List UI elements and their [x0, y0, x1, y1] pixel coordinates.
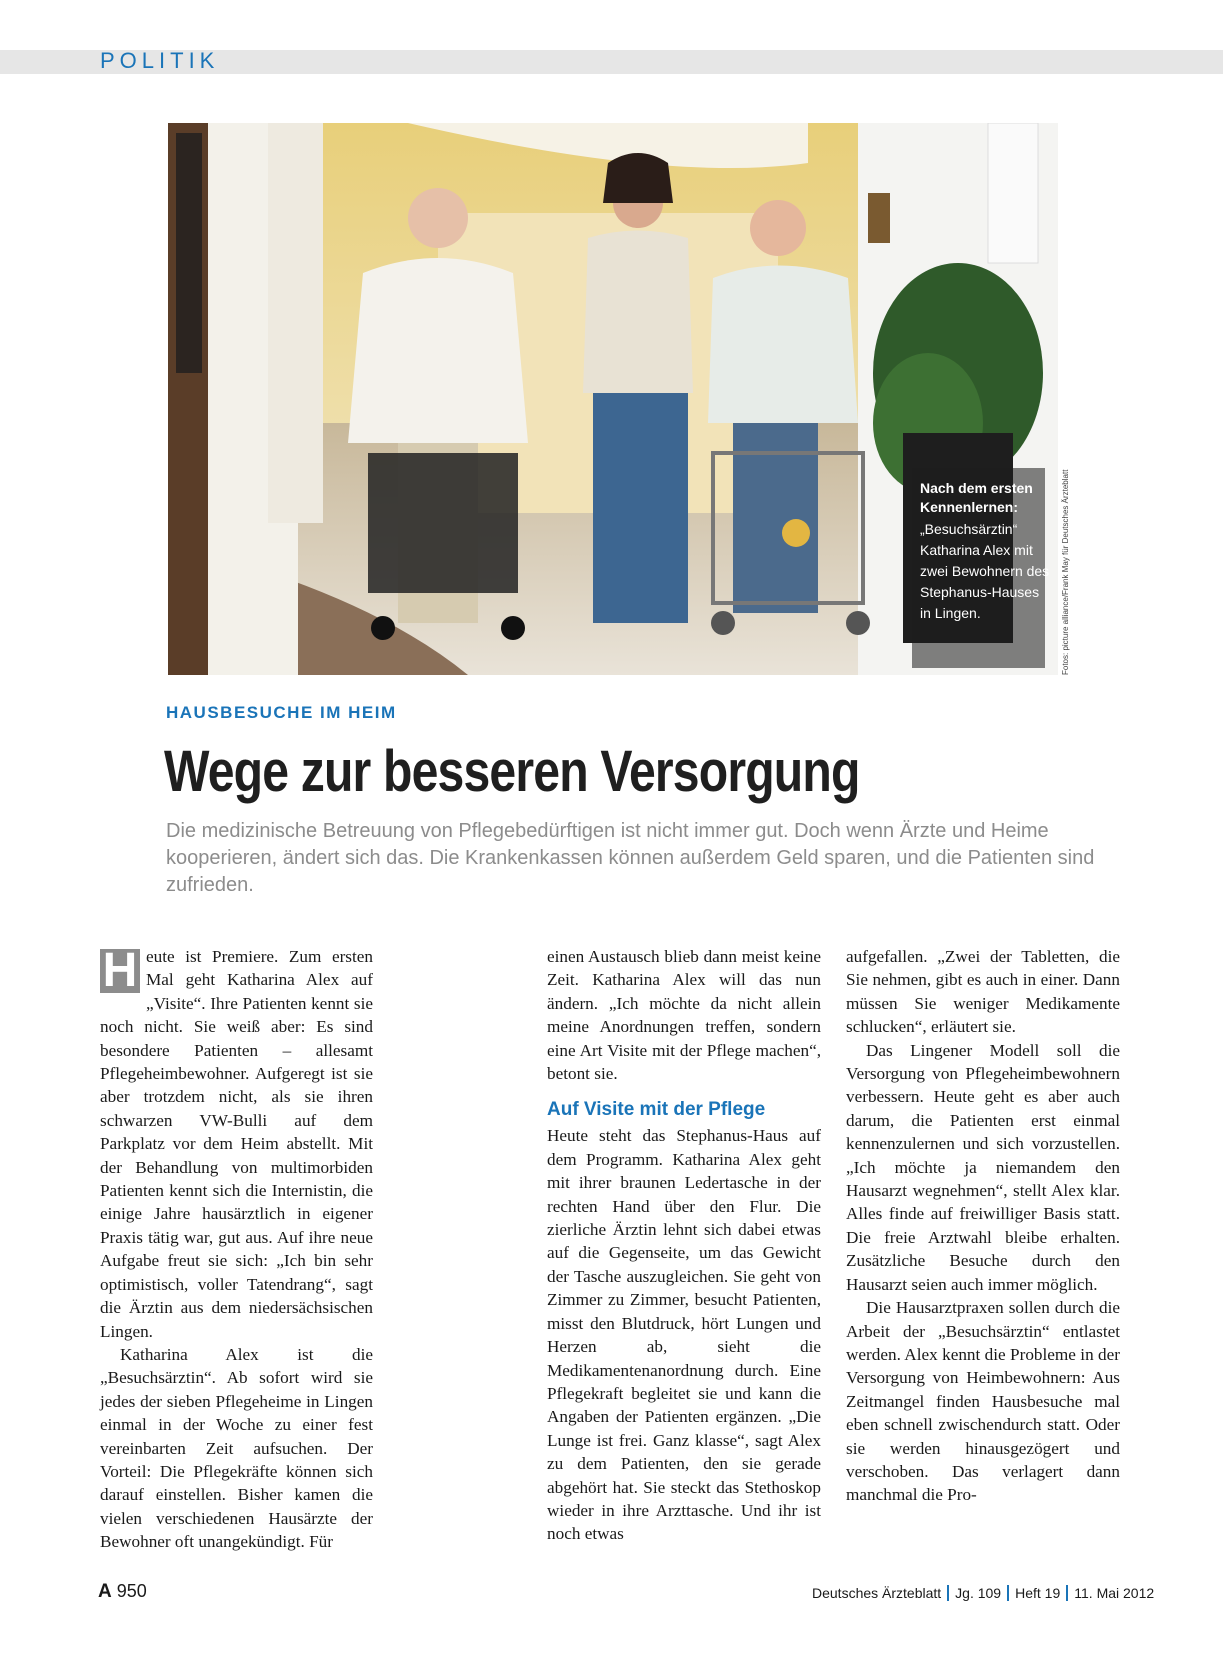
paragraph: einen Austausch blieb dann meist keine Zeit. Katharina Alex will das nun ändern. „Ich möchte da nicht allein meine Anordnungen treffen, sondern eine Art Visite mit der Pflege machen“, betont sie. [547, 947, 821, 1084]
footer-citation [812, 1585, 1154, 1601]
article-lead: Die medizinische Betreuung von Pflegebedürftigen ist nicht immer gut. Doch wenn Ärzte und Heime kooperieren, ändert sich das. Die Krankenkassen können außerdem Geld sparen, und die Patienten sind zufrieden. [166, 820, 1095, 896]
issue-date: 11. Mai 2012 [1074, 1585, 1155, 1601]
article-column-3 [846, 945, 1120, 1507]
photo-caption-title: Nach dem ersten Kennenlernen: [920, 480, 1033, 515]
volume: Jg. 109 [955, 1585, 1002, 1601]
dropcap-letter: H [102, 944, 138, 997]
paragraph: eute ist Premiere. Zum ersten Mal geht Katharina Alex auf „Visite“. Ihre Patienten kennt sie noch nicht. Sie weiß aber: Es sind besondere Patienten – allesamt Pflegeheimbewohner. Aufgeregt ist sie aber trotzdem nicht, als sie ihren schwarzen VW-Bulli auf dem Parkplatz vor dem Heim abstellt. Mit der Behandlung von multimorbiden Patienten kennt sich die Internistin, die einige Jahre hausärztlich in eigener Praxis tätig war, gut aus. Auf ihre neue Aufgabe freut sie sich: „Ich bin sehr optimistisch, voller Tatendrang“, sagt die Ärztin aus dem niedersächsischen Lingen. [100, 947, 373, 1341]
page-prefix: A [98, 1581, 112, 1602]
article-column-1 [100, 945, 373, 1554]
paragraph: Das Lingener Modell soll die Versorgung von Pflegeheimbewohnern verbessern. Heute geht es aber auch darum, die Patienten erst einmal kennenzulernen und sich vorzustellen. „Ich möchte ja niemandem den Hausarzt wegnehmen“, stellt Alex klar. Alles finde auf freiwilliger Basis statt. Die freie Arztwahl bleibe erhalten. Zusätzliche Besuche durch den Hausarzt seien auch immer möglich. [846, 1040, 1120, 1294]
article-kicker: HAUSBESUCHE IM HEIM [166, 703, 397, 722]
separator [1007, 1585, 1009, 1601]
section-label: POLITIK [100, 48, 220, 73]
separator [947, 1585, 949, 1601]
article-headline: Wege zur besseren Versorgung [164, 739, 860, 804]
photo-credit: Fotos: picture alliance/Frank May für Deutsches Ärzteblatt [1061, 469, 1070, 675]
dropcap [100, 944, 140, 997]
page-number-value: 950 [116, 1581, 147, 1601]
page-number [98, 1581, 147, 1603]
journal-name: Deutsches Ärzteblatt [812, 1585, 942, 1601]
paragraph: Heute steht das Stephanus-Haus auf dem Programm. Katharina Alex geht mit ihrer braunen Ledertasche in der rechten Hand über den Flur. Die zierliche Ärztin lehnt sich dabei etwas auf die Gegenseite, um das Gewicht der Tasche auszugleichen. Sie geht von Zimmer zu Zimmer, besucht Patienten, misst den Blutdruck, hört Lungen und Herzen ab, sieht die Medikamentenanordnung durch. Eine Pflegekraft begleitet sie und kann die Angaben der Patienten ergänzen. „Die Lunge ist frei. Ganz klasse“, sagt Alex zu dem Patienten, den sie gerade abgehört hat. Sie steckt das Stethoskop wieder in ihre Arzttasche. Und ihr ist noch etwas [547, 1126, 821, 1544]
paragraph: Katharina Alex ist die „Besuchsärztin“. Ab sofort wird sie jedes der sieben Pflegeheime in Lingen einmal in der Woche zu einer fest vereinbarten Zeit aufsuchen. Der Vorteil: Die Pflegekräfte können sich darauf einstellen. Bisher kamen die vielen verschiedenen Hausärzte der Bewohner oft unangekündigt. Für [100, 1344, 373, 1552]
article-subheading: Auf Visite mit der Pflege [547, 1099, 766, 1121]
paragraph: aufgefallen. „Zwei der Tabletten, die Sie nehmen, gibt es auch in einer. Dann müssen Sie weniger Medikamente schlucken“, erläutert sie. [846, 947, 1120, 1037]
paragraph: Die Hausarztpraxen sollen durch die Arbeit der „Besuchsärztin“ entlastet werden. Alex kennt die Probleme in der Versorgung von Heimbewohnern: Aus Zeitmangel finden Hausbesuche mal eben schnell zwischendurch statt. Oder sie werden hinausgezögert und verschoben. Das verlagert dann manchmal die Pro- [846, 1298, 1120, 1505]
separator [1066, 1585, 1068, 1601]
article-column-2 [547, 945, 821, 1546]
photo-caption-text: „Besuchsärztin“ Katharina Alex mit zwei Bewohnern des Stephanus-Hauses in Lingen. [920, 521, 1050, 621]
issue: Heft 19 [1015, 1585, 1061, 1601]
